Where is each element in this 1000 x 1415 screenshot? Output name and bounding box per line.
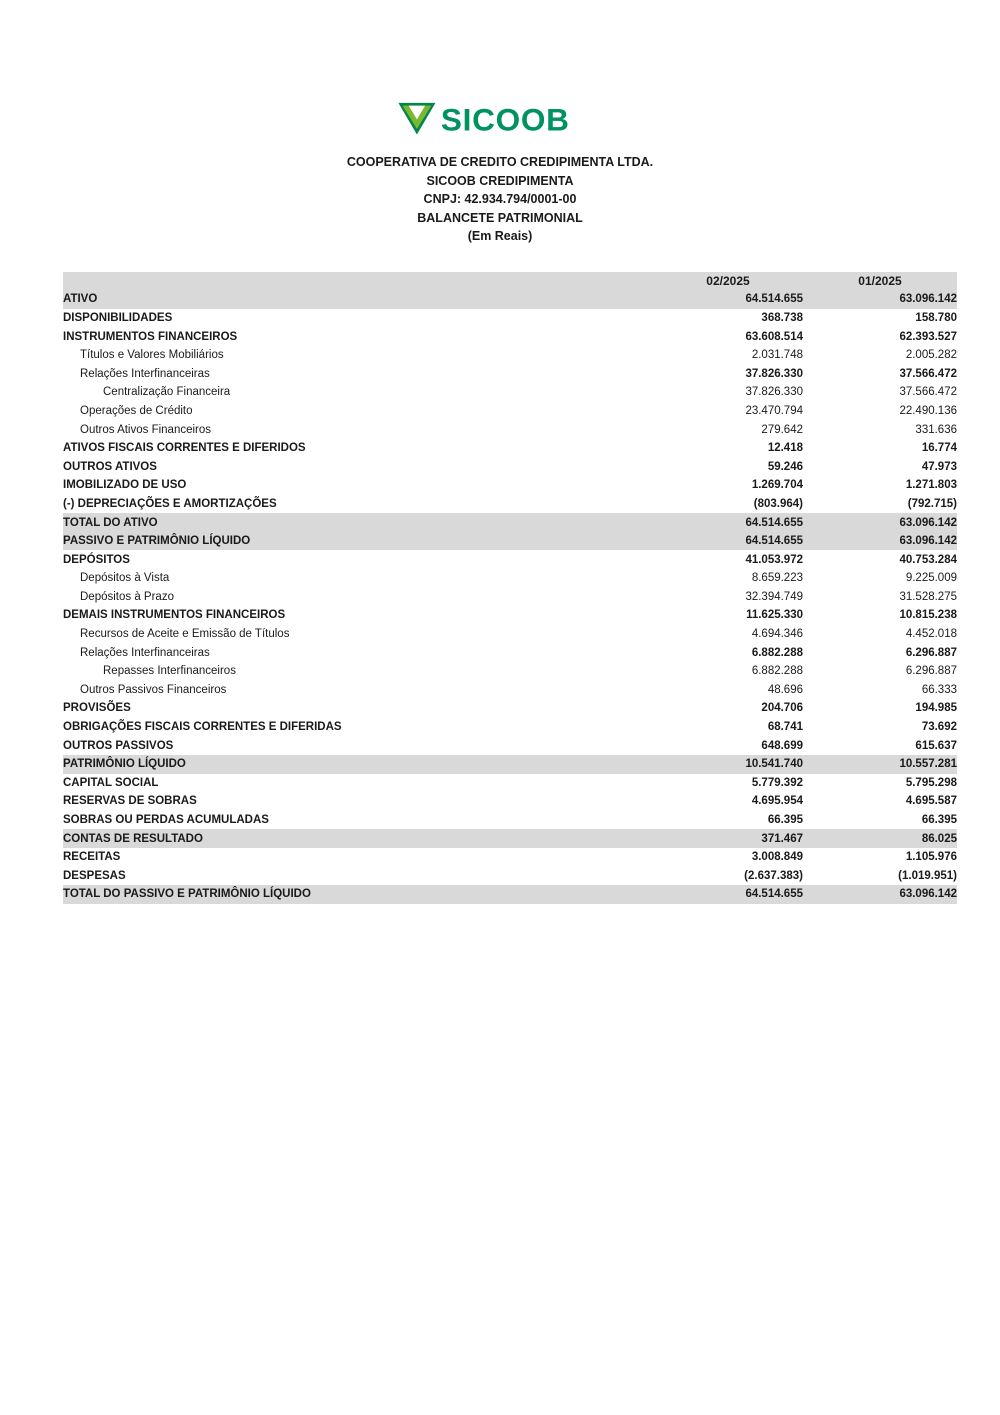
row-value-01-2025: 73.692 (921, 721, 957, 734)
row-label: IMOBILIZADO DE USO (63, 479, 187, 492)
row-value-01-2025: 1.105.976 (905, 851, 957, 864)
row-value-01-2025: 158.780 (915, 311, 957, 324)
balance-sheet-table (63, 272, 957, 904)
table-row (63, 885, 957, 904)
table-row (63, 569, 957, 588)
row-label: DESPESAS (63, 869, 126, 882)
row-label: Outros Ativos Financeiros (80, 423, 212, 436)
row-label: INSTRUMENTOS FINANCEIROS (63, 330, 238, 343)
table-row (63, 532, 957, 551)
sicoob-logo (397, 96, 603, 140)
table-row (63, 755, 957, 774)
row-value-01-2025: 194.985 (915, 702, 957, 715)
document-title: BALANCETE PATRIMONIAL (417, 210, 583, 225)
row-label: OUTROS ATIVOS (63, 460, 157, 473)
row-label: TOTAL DO PASSIVO E PATRIMÔNIO LÍQUIDO (63, 888, 311, 901)
table-row (63, 699, 957, 718)
row-value-02-2025: 37.826.330 (745, 386, 803, 399)
row-label: DISPONIBILIDADES (63, 311, 173, 324)
row-value-01-2025: 331.636 (915, 423, 957, 436)
row-value-02-2025: 4.695.954 (751, 795, 803, 808)
row-label: Títulos e Valores Mobiliários (80, 349, 224, 362)
sicoob-logo-text: SICOOB (440, 101, 570, 138)
row-value-01-2025: 63.096.142 (899, 516, 957, 529)
row-value-02-2025: 66.395 (767, 814, 803, 827)
row-value-01-2025: 40.753.284 (899, 553, 957, 566)
table-row (63, 829, 957, 848)
row-label: RESERVAS DE SOBRAS (63, 795, 197, 808)
table-row (63, 383, 957, 402)
table-row (63, 476, 957, 495)
row-value-02-2025: 1.269.704 (751, 479, 803, 492)
company-logo (0, 0, 1000, 140)
row-label: Depósitos à Prazo (80, 590, 174, 603)
table-row (63, 346, 957, 365)
row-value-01-2025: 9.225.009 (905, 572, 957, 585)
row-label: OBRIGAÇÕES FISCAIS CORRENTES E DIFERIDAS (63, 721, 342, 734)
table-row (63, 364, 957, 383)
row-label: TOTAL DO ATIVO (63, 516, 158, 529)
row-label: PASSIVO E PATRIMÔNIO LÍQUIDO (63, 535, 251, 548)
row-value-01-2025: 5.795.298 (905, 776, 957, 789)
row-label: CONTAS DE RESULTADO (63, 832, 203, 845)
table-row (63, 811, 957, 830)
row-value-02-2025: 368.738 (761, 311, 803, 324)
row-value-01-2025: 16.774 (921, 442, 957, 455)
row-label: DEMAIS INSTRUMENTOS FINANCEIROS (63, 609, 286, 622)
table-header-row (63, 272, 957, 291)
row-value-02-2025: 64.514.655 (745, 535, 803, 548)
table-row (63, 848, 957, 867)
row-label: ATIVO (63, 293, 98, 306)
row-value-01-2025: 66.333 (921, 683, 957, 696)
table-row (63, 402, 957, 421)
row-label: Outros Passivos Financeiros (80, 683, 227, 696)
row-value-01-2025: 63.096.142 (899, 888, 957, 901)
row-label: DEPÓSITOS (63, 553, 130, 566)
row-value-01-2025: 615.637 (915, 739, 957, 752)
row-value-01-2025: 4.452.018 (905, 628, 957, 641)
row-value-02-2025: 64.514.655 (745, 516, 803, 529)
row-label: ATIVOS FISCAIS CORRENTES E DIFERIDOS (63, 442, 306, 455)
row-value-01-2025: 37.566.472 (899, 367, 957, 380)
row-label: SOBRAS OU PERDAS ACUMULADAS (63, 814, 269, 827)
trade-name: SICOOB CREDIPIMENTA (426, 173, 574, 188)
cnpj: CNPJ: 42.934.794/0001-00 (423, 192, 577, 206)
row-value-02-2025: 2.031.748 (751, 349, 803, 362)
column-header-01-2025: 01/2025 (858, 273, 902, 288)
row-value-01-2025: 4.695.587 (905, 795, 957, 808)
table-row (63, 792, 957, 811)
table-row (63, 867, 957, 886)
row-value-01-2025: 63.096.142 (899, 293, 957, 306)
table-row (63, 290, 957, 309)
row-value-02-2025: 204.706 (761, 702, 803, 715)
row-value-02-2025: 12.418 (767, 442, 803, 455)
table-row (63, 625, 957, 644)
row-value-02-2025: 37.826.330 (745, 367, 803, 380)
row-value-02-2025: 3.008.849 (751, 851, 803, 864)
table-row (63, 327, 957, 346)
row-value-01-2025: 37.566.472 (899, 386, 957, 399)
row-value-02-2025: 5.779.392 (751, 776, 803, 789)
row-value-01-2025: 10.815.238 (899, 609, 957, 622)
row-label: Centralização Financeira (103, 386, 231, 399)
row-label: PATRIMÔNIO LÍQUIDO (63, 758, 186, 771)
row-value-01-2025: 31.528.275 (899, 590, 957, 603)
row-value-02-2025: 68.741 (767, 721, 803, 734)
table-row (63, 439, 957, 458)
row-value-02-2025: 371.467 (761, 832, 803, 845)
row-value-02-2025: (803.964) (753, 497, 803, 510)
table-row (63, 774, 957, 793)
row-value-01-2025: 47.973 (921, 460, 957, 473)
table-row (63, 662, 957, 681)
row-value-01-2025: (1.019.951) (898, 869, 957, 882)
row-value-02-2025: 59.246 (767, 460, 803, 473)
row-label: (-) DEPRECIAÇÕES E AMORTIZAÇÕES (63, 497, 277, 510)
row-value-02-2025: 648.699 (761, 739, 803, 752)
table-row (63, 588, 957, 607)
row-label: Relações Interfinanceiras (80, 367, 210, 380)
column-header-02-2025: 02/2025 (706, 273, 750, 288)
row-value-02-2025: (2.637.383) (744, 869, 803, 882)
row-value-02-2025: 23.470.794 (745, 404, 803, 417)
table-row (63, 420, 957, 439)
table-row (63, 718, 957, 737)
table-row (63, 550, 957, 569)
row-value-01-2025: 86.025 (921, 832, 957, 845)
row-label: Relações Interfinanceiras (80, 646, 210, 659)
company-name: COOPERATIVA DE CREDITO CREDIPIMENTA LTDA. (346, 155, 654, 169)
row-value-02-2025: 41.053.972 (745, 553, 803, 566)
row-value-01-2025: 63.096.142 (899, 535, 957, 548)
row-label: PROVISÕES (63, 702, 131, 715)
row-value-02-2025: 6.882.288 (751, 646, 803, 659)
table-body (63, 290, 957, 904)
row-label: OUTROS PASSIVOS (63, 739, 174, 752)
table-row (63, 681, 957, 700)
row-value-02-2025: 4.694.346 (751, 628, 803, 641)
row-value-02-2025: 64.514.655 (745, 293, 803, 306)
table-row (63, 309, 957, 328)
row-value-02-2025: 48.696 (767, 683, 803, 696)
document-header (0, 153, 1000, 246)
row-value-02-2025: 279.642 (761, 423, 803, 436)
row-value-01-2025: 6.296.887 (905, 646, 957, 659)
table-row (63, 457, 957, 476)
row-value-02-2025: 32.394.749 (745, 590, 803, 603)
row-value-01-2025: 66.395 (921, 814, 957, 827)
row-value-01-2025: 2.005.282 (905, 349, 957, 362)
row-value-02-2025: 63.608.514 (745, 330, 803, 343)
row-value-02-2025: 8.659.223 (751, 572, 803, 585)
row-value-01-2025: 62.393.527 (899, 330, 957, 343)
table-row (63, 606, 957, 625)
label-column-header (63, 272, 653, 291)
row-value-02-2025: 6.882.288 (751, 665, 803, 678)
row-label: CAPITAL SOCIAL (63, 776, 159, 789)
row-value-01-2025: 1.271.803 (905, 479, 957, 492)
row-label: Depósitos à Vista (80, 572, 170, 585)
row-label: RECEITAS (63, 851, 121, 864)
row-value-02-2025: 11.625.330 (746, 609, 803, 622)
table-row (63, 513, 957, 532)
row-label: Repasses Interfinanceiros (103, 665, 236, 678)
row-value-02-2025: 10.541.740 (745, 758, 803, 771)
table-row (63, 736, 957, 755)
row-value-01-2025: 10.557.281 (899, 758, 957, 771)
row-value-01-2025: 6.296.887 (905, 665, 957, 678)
row-value-01-2025: 22.490.136 (899, 404, 957, 417)
currency-note: (Em Reais) (467, 229, 533, 243)
row-label: Operações de Crédito (80, 404, 193, 417)
table-row (63, 495, 957, 514)
row-value-01-2025: (792.715) (907, 497, 957, 510)
table-row (63, 643, 957, 662)
sicoob-v-icon (398, 103, 435, 135)
row-value-02-2025: 64.514.655 (745, 888, 803, 901)
row-label: Recursos de Aceite e Emissão de Títulos (80, 628, 290, 641)
